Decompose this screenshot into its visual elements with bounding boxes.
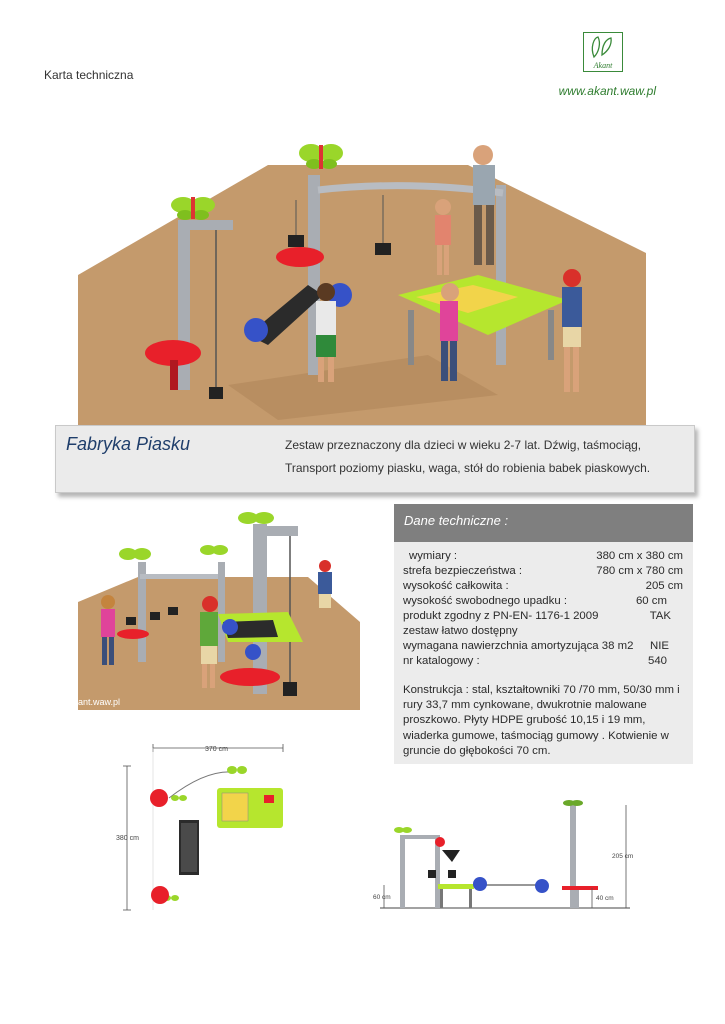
- plan-drawing: [115, 740, 295, 920]
- red-seat: [151, 886, 169, 904]
- construction-text: Konstrukcja : stal, kształtowniki 70 /70 mm, 50/30 mm i rury 33,7 mm cynkowane, dwukrotnie malowane proszkowo. Płyty HDPE grubość 10,15 i 19 mm, wiaderka gumowe, taśmociąg gumowy . Kotwienie w gruncie do głębokości 70 cm.: [403, 684, 680, 757]
- logo-text: Akant: [593, 61, 613, 70]
- spec-label: nr katalogowy :: [403, 655, 480, 667]
- butterfly-icon: [394, 800, 583, 833]
- spec-label: strefa bezpieczeństwa :: [403, 565, 523, 577]
- blue-wheel: [244, 318, 268, 342]
- spec-title: Dane techniczne :: [404, 513, 509, 528]
- product-description-line-2: Transport poziomy piasku, waga, stół do robienia babek piaskowych.: [285, 461, 651, 475]
- spec-header: [394, 504, 693, 542]
- red-seat: [150, 789, 168, 807]
- spec-value: TAK: [649, 610, 671, 622]
- butterfly-icon: [163, 766, 247, 901]
- side-product-render: [78, 522, 360, 710]
- red-seat: [220, 668, 280, 686]
- document-label: Karta techniczna: [44, 68, 134, 82]
- product-title-box: [55, 425, 695, 493]
- blue-wheel: [473, 877, 487, 891]
- spec-value: 540: [647, 655, 667, 667]
- plan-width-label: 370 cm: [205, 746, 228, 753]
- butterfly-icon: [171, 197, 215, 220]
- spec-value: 780 cm x 780 cm: [596, 565, 683, 577]
- hero-product-render: [78, 135, 646, 425]
- elevation-drawing: [373, 800, 640, 915]
- spec-value: 205 cm: [645, 580, 683, 592]
- spec-label: wysokość całkowita :: [403, 580, 509, 592]
- spec-value: NIE: [650, 640, 669, 652]
- elevation-height-label: 205 cm: [612, 853, 634, 860]
- spec-label: zestaw łatwo dostępny: [403, 625, 518, 637]
- elevation-fall-label: 40 cm: [596, 895, 614, 902]
- spec-label: wysokość swobodnego upadku :: [403, 595, 568, 607]
- spec-panel: [394, 542, 693, 764]
- image-watermark: ant.waw.pl: [78, 697, 121, 707]
- product-title: Fabryka Piasku: [66, 434, 191, 454]
- spec-value: 380 cm x 380 cm: [596, 550, 683, 562]
- product-description-line-1: Zestaw przeznaczony dla dzieci w wieku 2-7 lat. Dźwig, taśmociąg,: [285, 438, 642, 452]
- website-link[interactable]: www.akant.waw.pl: [558, 84, 656, 98]
- spec-label: wymagana nawierzchnia amortyzująca 38 m2: [403, 640, 634, 652]
- bucket: [209, 387, 223, 399]
- spec-label: wymiary :: [409, 550, 458, 562]
- elevation-platform-label: 60 cm: [373, 894, 391, 901]
- logo-leaf-icon: [584, 33, 621, 61]
- sand-table: [438, 884, 474, 889]
- akant-logo: [583, 32, 623, 72]
- plan-depth-label: 380 cm: [116, 835, 139, 842]
- spec-value: 60 cm: [635, 595, 667, 607]
- blue-wheel: [535, 879, 549, 893]
- child-figure: [318, 560, 332, 608]
- spec-label: produkt zgodny z PN-EN- 1176-1 2009: [403, 610, 599, 622]
